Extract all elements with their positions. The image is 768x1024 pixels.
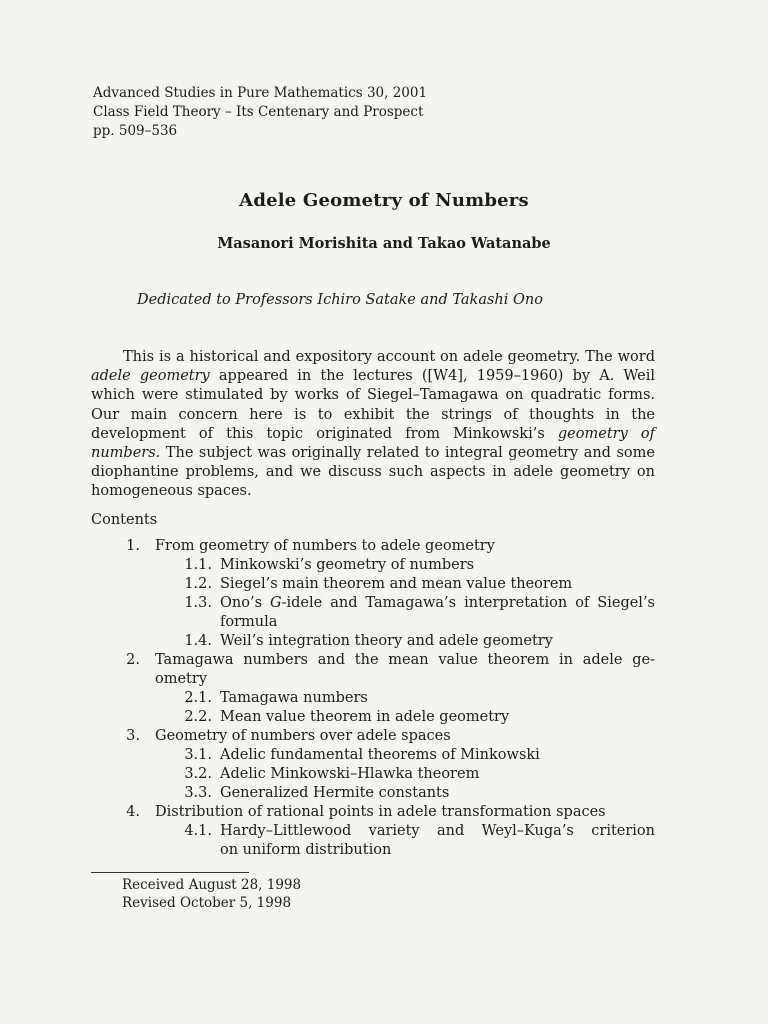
toc-title-part: Ono’s	[220, 595, 271, 611]
toc-number: 4.1.	[184, 823, 212, 839]
toc-number: 1.	[126, 538, 140, 554]
toc-entry-3-1	[0, 746, 768, 765]
revised-date: Revised October 5, 1998	[122, 895, 292, 911]
toc-entry-3-2	[0, 765, 768, 784]
toc-number: 1.2.	[184, 576, 212, 592]
toc-number: 3.	[126, 728, 140, 744]
pages-line: pp. 509–536	[93, 123, 178, 139]
toc-entry-1-3-continued	[0, 613, 768, 632]
toc-title-continued: ometry	[155, 671, 208, 687]
toc-number: 1.4.	[184, 633, 212, 649]
volume-line: Class Field Theory – Its Centenary and Prospect	[93, 104, 424, 120]
toc-title-italic-g: G	[270, 595, 282, 611]
abstract-text-1: This is a historical and expository account on adele geometry. The word	[123, 349, 655, 365]
toc-number: 1.1.	[184, 557, 212, 573]
received-date: Received August 28, 1998	[122, 877, 302, 893]
toc-number: 4.	[126, 804, 140, 820]
toc-entry-4-1-continued	[0, 841, 768, 860]
toc-title: Distribution of rational points in adele transformation spaces	[155, 804, 606, 820]
toc-entry-2-continued	[0, 670, 768, 689]
abstract-text-3: The subject was originally related to integral geometry and some diophantine problems, and we discuss such aspects in adele geometry on homogeneous spaces.	[91, 445, 655, 500]
toc-title: Hardy–Littlewood variety and Weyl–Kuga’s criterion	[220, 823, 655, 839]
toc-title-continued: on uniform distribution	[220, 842, 392, 858]
abstract-text-2: appeared in the lectures ([W4], 1959–1960) by A. Weil which were stimulated by works of Siegel–Tamagawa on quadratic forms. Our main concern here is to exhibit the strings of thoughts in the development of this topic originated from Minkowski’s	[91, 368, 655, 442]
toc-number: 3.1.	[184, 747, 212, 763]
toc-number: 2.2.	[184, 709, 212, 725]
abstract-paragraph	[91, 348, 655, 502]
footnote-divider	[91, 872, 249, 873]
toc-title: Generalized Hermite constants	[220, 785, 450, 801]
toc-title: Tamagawa numbers	[220, 690, 368, 706]
toc-title: Weil’s integration theory and adele geometry	[220, 633, 553, 649]
toc-number: 2.1.	[184, 690, 212, 706]
toc-entry-1-4	[0, 632, 768, 651]
toc-entry-1-2	[0, 575, 768, 594]
toc-entry-4	[0, 803, 768, 822]
abstract-term-geometry-of-numbers: geometry of numbers.	[91, 425, 655, 462]
toc-title-continued: formula	[220, 614, 278, 630]
toc-title	[220, 594, 655, 613]
toc-title: Adelic fundamental theorems of Minkowski	[220, 747, 540, 763]
toc-entry-1	[0, 537, 768, 556]
toc-entry-1-1	[0, 556, 768, 575]
toc-number: 3.2.	[184, 766, 212, 782]
contents-heading: Contents	[91, 512, 158, 528]
abstract-term-adele-geometry: adele geometry	[91, 368, 210, 385]
toc-entry-2-1	[0, 689, 768, 708]
toc-title: Tamagawa numbers and the mean value theorem in adele ge-	[155, 652, 655, 668]
toc-number: 1.3.	[184, 595, 212, 611]
toc-entry-2-2	[0, 708, 768, 727]
toc-entry-4-1	[0, 822, 768, 841]
toc-title: Mean value theorem in adele geometry	[220, 709, 510, 725]
toc-entry-3	[0, 727, 768, 746]
paper-authors: Masanori Morishita and Takao Watanabe	[217, 235, 551, 252]
toc-entry-2	[0, 651, 768, 670]
series-line: Advanced Studies in Pure Mathematics 30, 2001	[93, 85, 428, 101]
toc-title: Adelic Minkowski–Hlawka theorem	[220, 766, 480, 782]
toc-entry-3-3	[0, 784, 768, 803]
toc-title: From geometry of numbers to adele geometry	[155, 538, 495, 554]
toc-title: Siegel’s main theorem and mean value theorem	[220, 576, 573, 592]
toc-title-part: -idele and Tamagawa’s interpretation of Siegel’s	[281, 595, 655, 611]
toc-number: 3.3.	[184, 785, 212, 801]
toc-entry-1-3	[0, 594, 768, 613]
toc-title: Minkowski’s geometry of numbers	[220, 557, 475, 573]
toc-number: 2.	[126, 652, 140, 668]
toc-title: Geometry of numbers over adele spaces	[155, 728, 451, 744]
dedication: Dedicated to Professors Ichiro Satake and Takashi Ono	[137, 292, 543, 308]
paper-title: Adele Geometry of Numbers	[239, 190, 529, 211]
